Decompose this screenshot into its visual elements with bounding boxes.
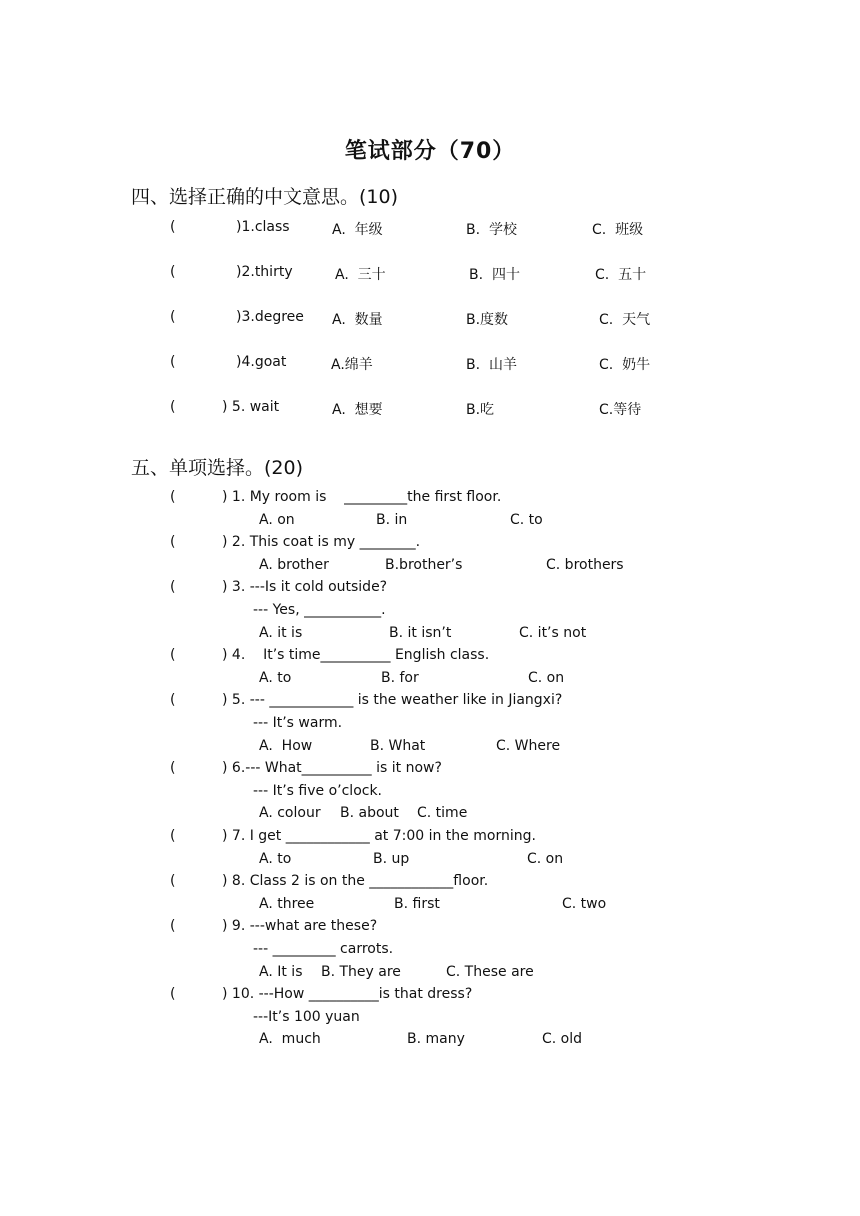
option-b: B. in [376, 511, 408, 528]
answer-paren: ( [170, 354, 176, 370]
question-text: ) 8. Class 2 is on the ____________floor. [222, 873, 489, 890]
answer-paren: ( [170, 534, 176, 551]
option-b: B.吃 [466, 402, 495, 418]
option-c: C. 奶牛 [599, 357, 651, 373]
option-b: B. 四十 [469, 267, 520, 283]
option-b: B. up [373, 850, 410, 867]
question-text: )4.goat [236, 354, 287, 370]
option-b: B. it isn’t [389, 624, 452, 641]
option-c: C. These are [446, 963, 534, 980]
question-text: ) 4. It’s time__________ English class. [222, 647, 490, 664]
dialogue-line: --- _________ carrots. [253, 941, 394, 957]
option-c: C.等待 [599, 402, 642, 418]
option-c: C. brothers [546, 556, 624, 573]
page-title: 笔试部分（70） [344, 139, 516, 164]
answer-paren: ( [170, 264, 176, 280]
option-c: C. it’s not [519, 624, 587, 641]
question-text: ) 6.--- What__________ is it now? [222, 760, 442, 777]
option-b: B. first [394, 895, 440, 912]
option-a: A. 年级 [332, 222, 383, 238]
option-c: C. 班级 [592, 222, 644, 238]
question-text: )3.degree [236, 309, 304, 325]
option-a: A. colour [259, 805, 321, 822]
option-b: B. many [407, 1031, 465, 1048]
question-text: ) 3. ---Is it cold outside? [222, 579, 388, 596]
answer-paren: ( [170, 873, 176, 890]
dialogue-line: ---It’s 100 yuan [253, 1008, 360, 1025]
option-b: B. What [370, 737, 426, 754]
answer-paren: ( [170, 918, 176, 935]
question-text: ) 2. This coat is my ________. [222, 534, 421, 551]
option-a: A. three [259, 895, 315, 912]
option-c: C. 天气 [599, 312, 651, 328]
option-a: A. it is [259, 624, 303, 641]
answer-paren: ( [170, 489, 176, 505]
answer-paren: ( [170, 309, 176, 325]
answer-paren: ( [170, 692, 176, 709]
answer-paren: ( [170, 760, 176, 777]
dialogue-line: --- It’s warm. [253, 715, 343, 731]
option-a: A. to [259, 850, 292, 867]
option-b: B.brother’s [385, 556, 463, 573]
option-a: A. on [259, 511, 295, 528]
question-text: ) 5. wait [222, 399, 280, 415]
section-4-heading: 四、选择正确的中文意思。(10) [131, 186, 399, 208]
question-text: ) 9. ---what are these? [222, 918, 378, 935]
option-a: A.绵羊 [331, 357, 373, 373]
option-a: A. It is [259, 963, 303, 980]
option-a: A. 想要 [332, 402, 383, 418]
answer-paren: ( [170, 219, 176, 235]
option-c: C. on [527, 850, 564, 867]
option-c: C. time [417, 805, 468, 822]
option-b: B. about [340, 805, 399, 822]
option-a: A. How [259, 737, 313, 754]
option-a: A. brother [259, 556, 329, 573]
answer-paren: ( [170, 399, 176, 415]
option-a: A. 三十 [335, 267, 386, 283]
section-5-heading: 五、单项选择。(20) [131, 457, 304, 479]
option-b: B. for [381, 669, 419, 686]
question-text: ) 10. ---How __________is that dress? [222, 986, 473, 1003]
dialogue-line: --- It’s five o’clock. [253, 782, 383, 799]
option-c: C. old [542, 1031, 583, 1048]
option-b: B.度数 [466, 312, 509, 328]
answer-paren: ( [170, 647, 176, 664]
option-c: C. two [562, 895, 607, 912]
answer-paren: ( [170, 828, 176, 844]
option-b: B. 山羊 [466, 357, 517, 373]
question-text: ) 7. I get ____________ at 7:00 in the morning. [222, 828, 536, 844]
question-text: ) 5. --- ____________ is the weather like in Jiangxi? [222, 692, 563, 709]
option-c: C. 五十 [595, 267, 647, 283]
option-a: A. to [259, 669, 292, 686]
option-a: A. 数量 [332, 312, 383, 328]
option-c: C. Where [496, 737, 561, 754]
option-a: A. much [259, 1031, 321, 1048]
answer-paren: ( [170, 579, 176, 596]
question-text: ) 1. My room is _________the first floor. [222, 489, 502, 505]
option-b: B. 学校 [466, 222, 517, 238]
answer-paren: ( [170, 986, 176, 1003]
dialogue-line: --- Yes, ___________. [253, 602, 386, 618]
option-b: B. They are [321, 963, 401, 980]
option-c: C. to [510, 511, 543, 528]
question-text: )1.class [236, 219, 290, 235]
option-c: C. on [528, 669, 565, 686]
question-text: )2.thirty [236, 264, 293, 280]
